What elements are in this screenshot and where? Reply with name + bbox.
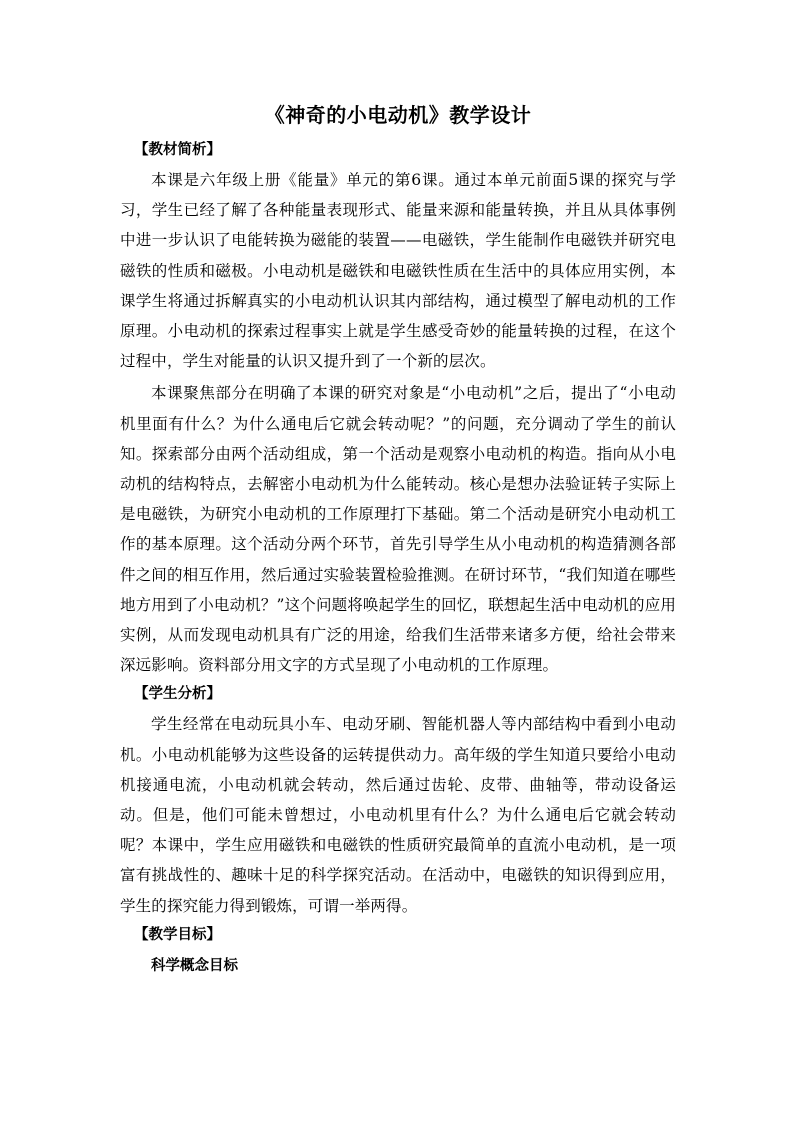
section-textbook-analysis (120, 138, 676, 680)
subheading-science-concept-goals: 科学概念目标 (151, 957, 238, 974)
paragraph: 本课聚焦部分在明确了本课的研究对象是“小电动机”之后，提出了“小电动机里面有什么？为什么通电后它就会转动呢？”的问题，充分调动了学生的前认知。探索部分由两个活动组成，第一个活动是观察小电动机的构造。指向从小电动机的结构特点，去解密小电动机为什么能转动。核心是想办法验证转子实际上是电磁铁，为研究小电动机的工作原理打下基础。第二个活动是研究小电动机工作的基本原理。这个活动分两个环节，首先引导学生从小电动机的构造猜测各部件之间的相互作用，然后通过实验装置检验推测。在研讨环节，“我们知道在哪些地方用到了小电动机？”这个问题将唤起学生的回忆，联想起生活中电动机的应用实例，从而发现电动机具有广泛的用途，给我们生活带来诸多方便，给社会带来深远影响。资料部分用文字的方式呈现了小电动机的工作原理。 (120, 384, 676, 675)
document-page (120, 100, 676, 979)
paragraph: 学生经常在电动玩具小车、电动牙刷、智能机器人等内部结构中看到小电动机。小电动机能够为这些设备的运转提供动力。高年级的学生知道只要给小电动机接通电流，小电动机就会转动，然后通过齿轮、皮带、曲轴等，带动设备运动。但是，他们可能未曾想过，小电动机里有什么？为什么通电后它就会转动呢？本课中，学生应用磁铁和电磁铁的性质研究最简单的直流小电动机，是一项富有挑战性的、趣味十足的科学探究活动。在活动中，电磁铁的知识得到应用，学生的探究能力得到锻炼，可谓一举两得。 (120, 715, 676, 915)
section-student-analysis (120, 682, 676, 920)
paragraph: 本课是六年级上册《能量》单元的第6课。通过本单元前面5课的探究与学习，学生已经了解了各种能量表现形式、能量来源和能量转换，并且从具体事例中进一步认识了电能转换为磁能的装置——电磁铁，学生能制作电磁铁并研究电磁铁的性质和磁极。小电动机是磁铁和电磁铁性质在生活中的具体应用实例，本课学生将通过拆解真实的小电动机认识其内部结构，通过模型了解电动机的工作原理。小电动机的探索过程事实上就是学生感受奇妙的能量转换的过程，在这个过程中，学生对能量的认识又提升到了一个新的层次。 (120, 171, 676, 371)
section-heading-textbook-analysis: 【教材简析】 (134, 142, 221, 158)
section-teaching-goals (120, 923, 676, 979)
section-heading-teaching-goals: 【教学目标】 (134, 926, 221, 943)
section-heading-student-analysis: 【学生分析】 (134, 686, 221, 703)
document-title: 《神奇的小电动机》教学设计 (264, 103, 532, 127)
